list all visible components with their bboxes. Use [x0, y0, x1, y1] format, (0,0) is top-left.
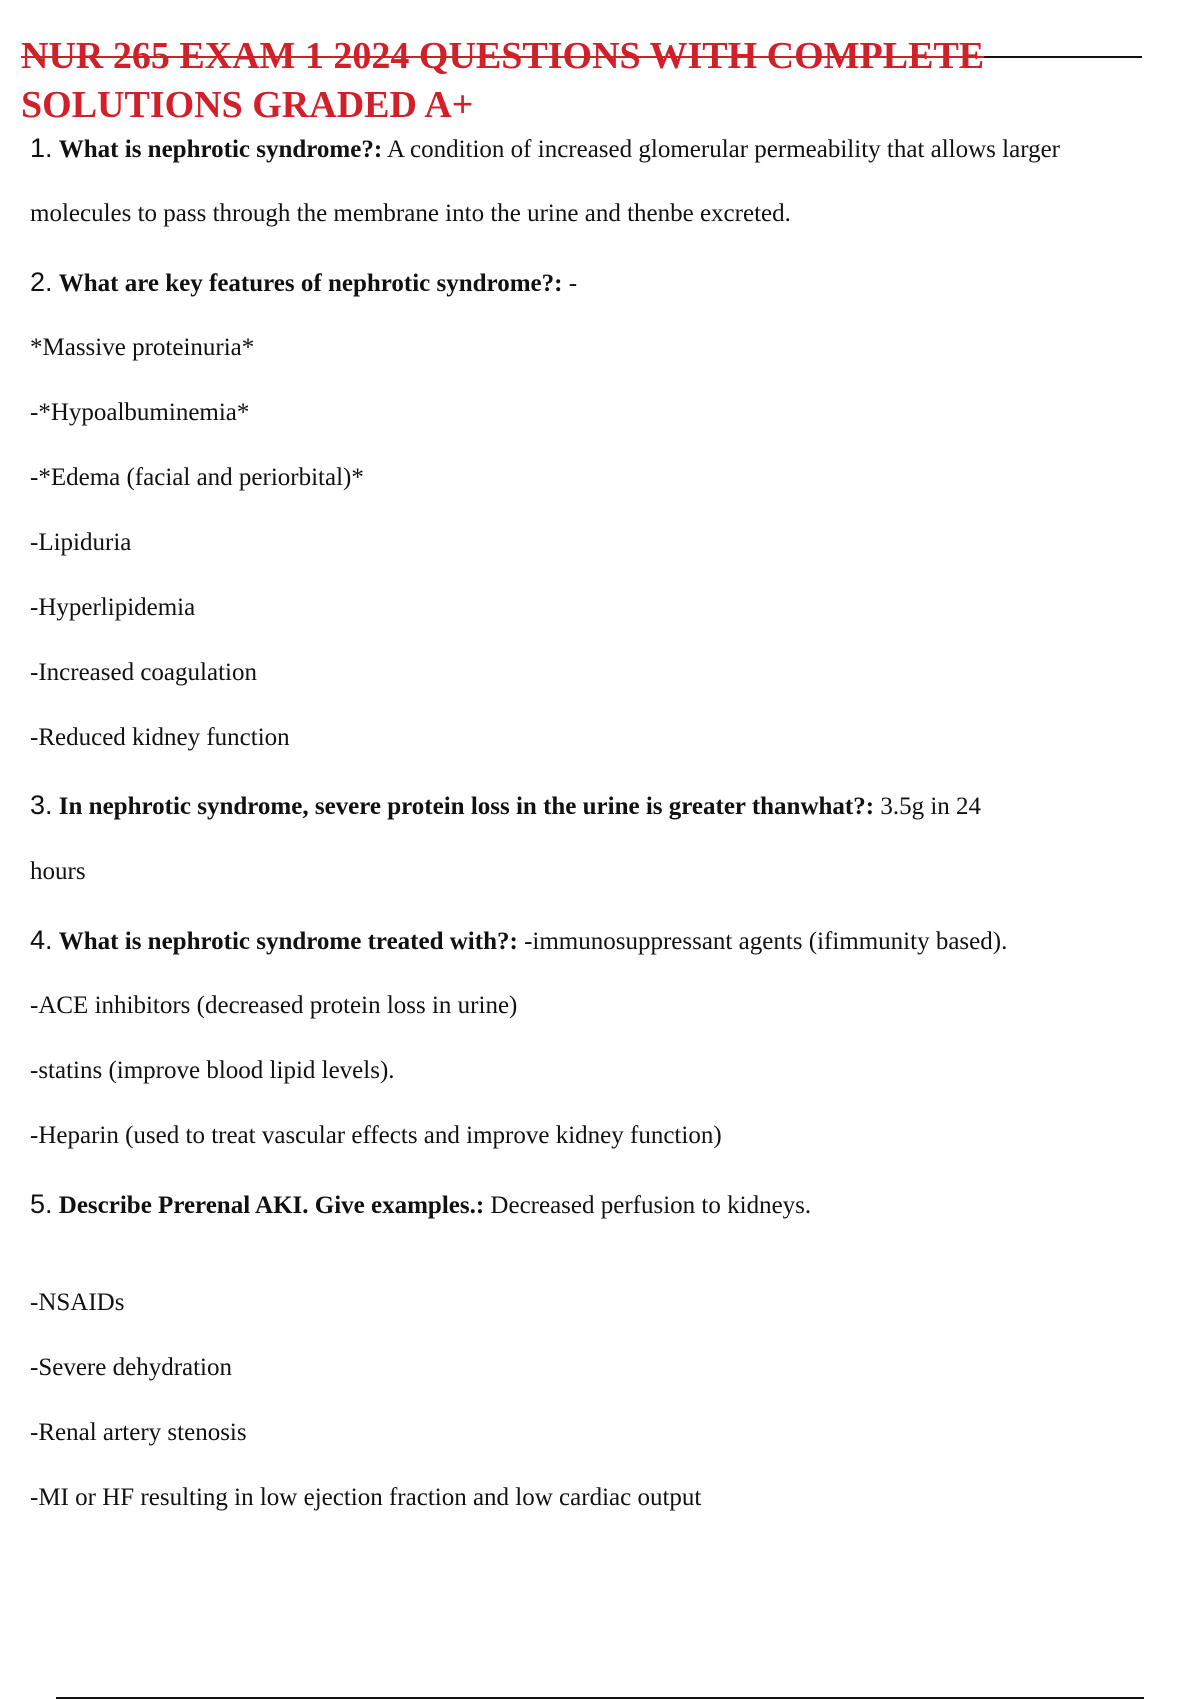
answer-5-line-4: -MI or HF resulting in low ejection fraction and low cardiac output — [30, 1484, 702, 1511]
title-line-2: SOLUTIONS GRADED A+ — [21, 84, 474, 126]
question-3-text: In nephrotic syndrome, severe protein loss in the urine is greater thanwhat?: — [58, 793, 875, 820]
answer-4-line-2: -statins (improve blood lipid levels). — [30, 1057, 395, 1084]
question-5-text: Describe Prerenal AKI. Give examples.: — [58, 1192, 485, 1219]
answer-2-line-2: -*Hypoalbuminemia* — [30, 399, 250, 426]
answer-4-line-1: -ACE inhibitors (decreased protein loss in urine) — [30, 992, 518, 1019]
question-1-text: What is nephrotic syndrome?: — [58, 136, 383, 163]
question-3-number: 3. — [30, 790, 53, 820]
question-1-answer: A condition of increased glomerular permeability that allows larger — [382, 136, 1060, 163]
answer-5-line-1: -NSAIDs — [30, 1289, 125, 1316]
question-2-text: What are key features of nephrotic syndrome?: — [58, 270, 563, 297]
question-5 — [30, 1189, 811, 1221]
answer-2-line-3: -*Edema (facial and periorbital)* — [30, 464, 364, 491]
footer-divider — [56, 1697, 1144, 1699]
question-5-number: 5. — [30, 1189, 53, 1219]
question-3 — [30, 790, 981, 822]
answer-2-line-4: -Lipiduria — [30, 529, 132, 556]
answer-4-line-3: -Heparin (used to treat vascular effects and improve kidney function) — [30, 1122, 722, 1149]
question-2-answer: - — [562, 270, 578, 297]
question-3-answer: 3.5g in 24 — [874, 793, 982, 820]
answer-2-line-5: -Hyperlipidemia — [30, 594, 196, 621]
answer-2-line-1: *Massive proteinuria* — [30, 334, 255, 361]
answer-5-line-3: -Renal artery stenosis — [30, 1419, 247, 1446]
question-4-text: What is nephrotic syndrome treated with?: — [58, 928, 518, 955]
question-4-number: 4. — [30, 925, 53, 955]
question-5-answer: Decreased perfusion to kidneys. — [484, 1192, 812, 1219]
answer-1-line-1: molecules to pass through the membrane into the urine and thenbe excreted. — [30, 200, 791, 227]
document-title — [21, 32, 984, 130]
question-1 — [30, 133, 1060, 165]
answer-5-line-2: -Severe dehydration — [30, 1354, 233, 1381]
answer-3-line-1: hours — [30, 858, 86, 885]
question-4 — [30, 925, 1007, 957]
answer-2-line-6: -Increased coagulation — [30, 659, 257, 686]
question-4-answer: -immunosuppressant agents (ifimmunity based). — [517, 928, 1008, 955]
question-2 — [30, 267, 577, 299]
question-2-number: 2. — [30, 267, 53, 297]
question-1-number: 1. — [30, 133, 53, 163]
title-line-1: NUR 265 EXAM 1 2024 QUESTIONS WITH COMPLETE — [21, 35, 985, 77]
answer-2-line-7: -Reduced kidney function — [30, 724, 290, 751]
